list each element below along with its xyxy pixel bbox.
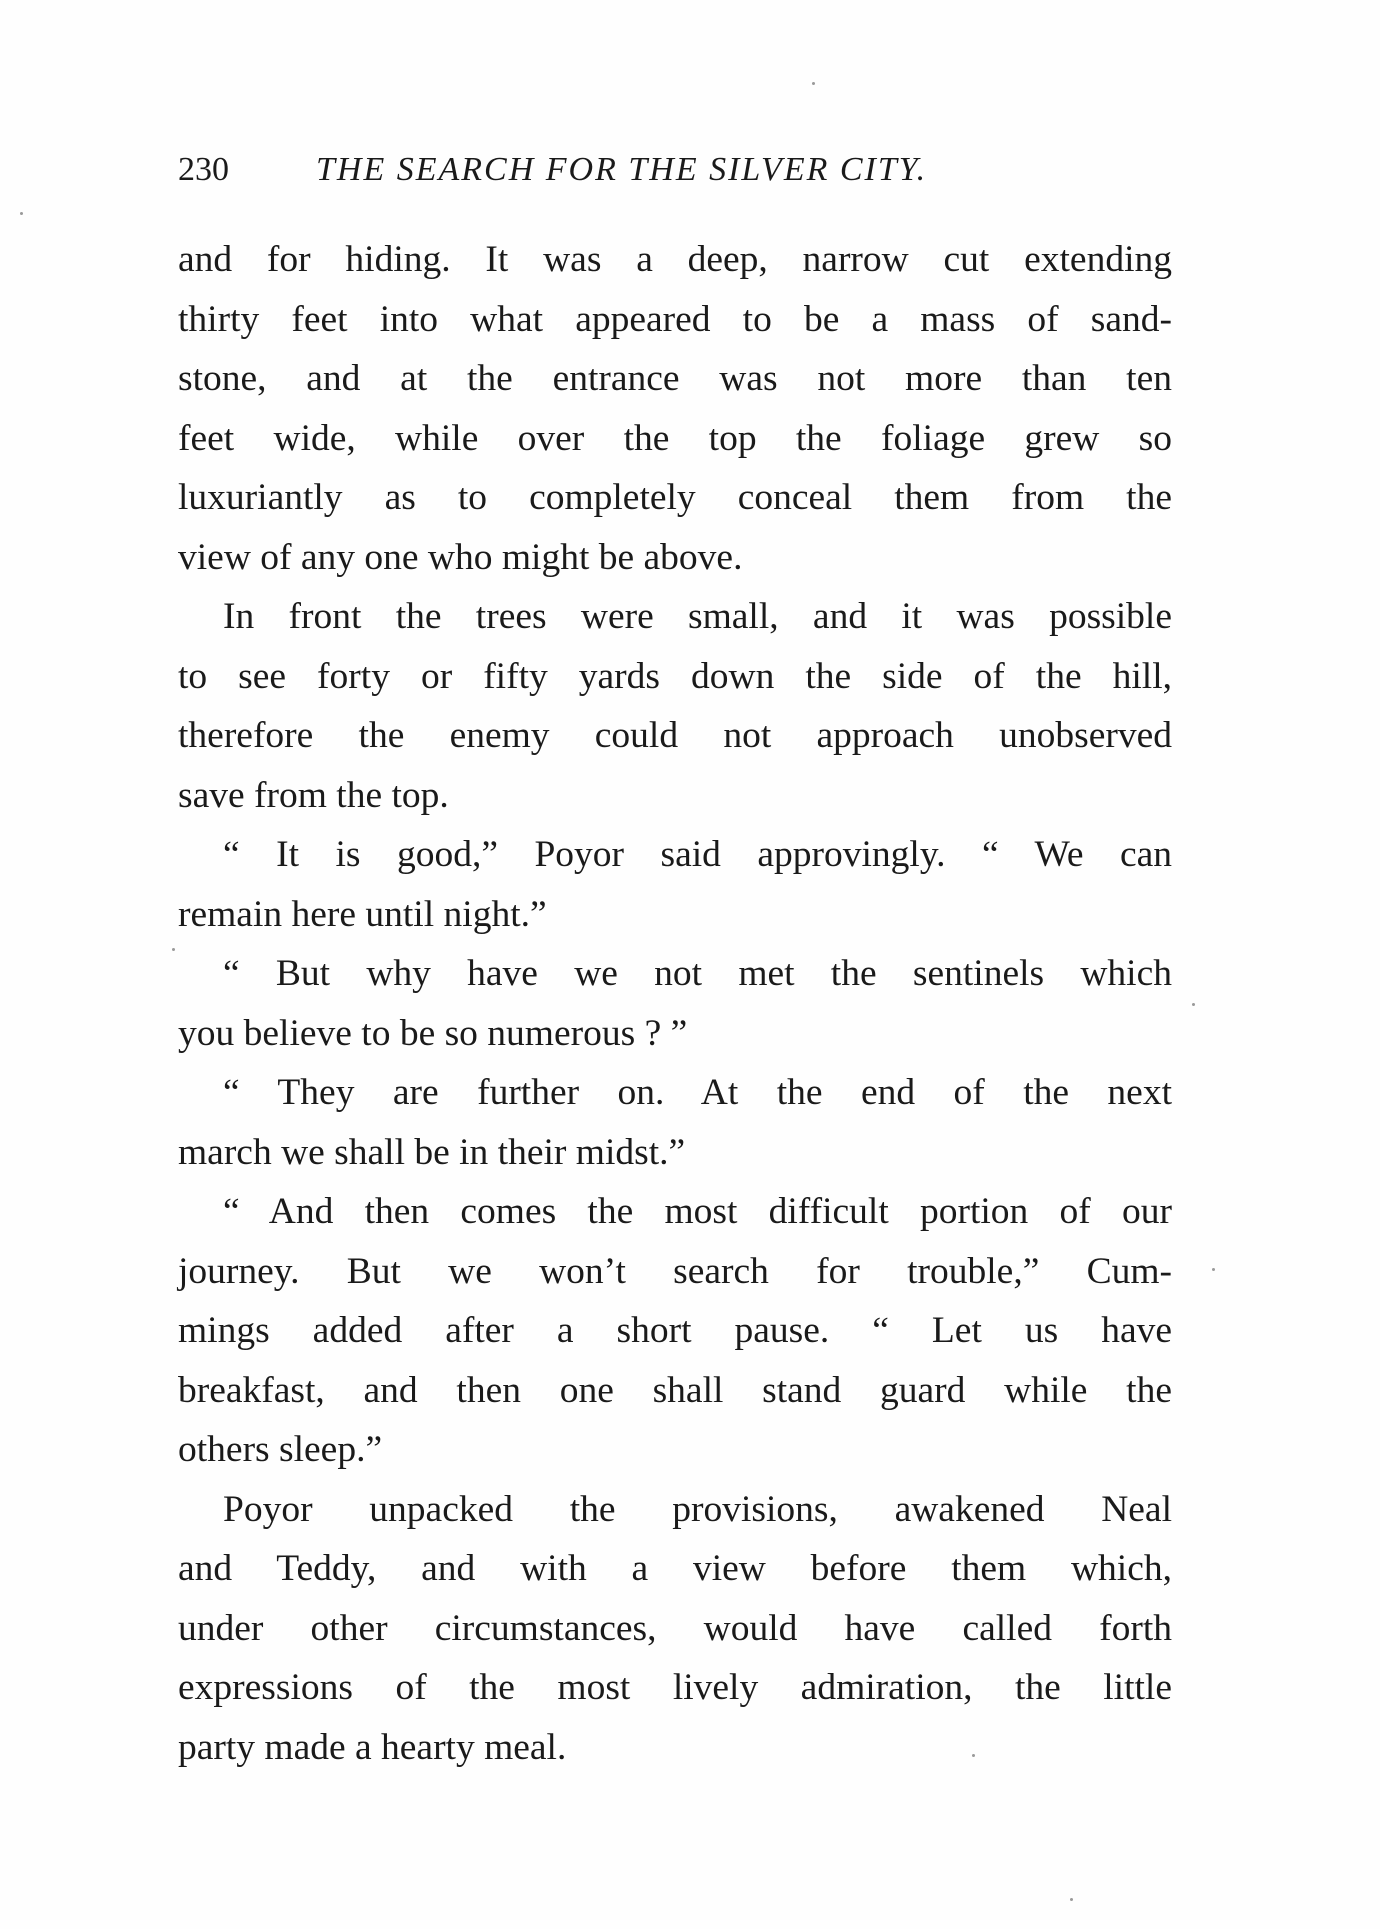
body-text	[178, 230, 1172, 1777]
text-line: and Teddy, and with a view before them which,	[178, 1548, 1172, 1589]
scan-speck	[1212, 1268, 1215, 1271]
text-line: party made a hearty meal.	[178, 1726, 567, 1768]
text-line: feet wide, while over the top the foliage grew so	[178, 417, 1172, 459]
paragraph	[178, 230, 1172, 587]
text-line: and for hiding. It was a deep, narrow cut extending	[178, 239, 1172, 280]
text-line: expressions of the most lively admiration, the little	[178, 1667, 1172, 1708]
text-line: In front the trees were small, and it was possible	[223, 596, 1172, 637]
paragraph	[178, 944, 1172, 1063]
page-number: 230	[178, 151, 229, 188]
text-line: “ And then comes the most difficult portion of our	[223, 1191, 1172, 1232]
text-line: others sleep.”	[178, 1429, 383, 1470]
scan-speck	[1192, 1003, 1195, 1006]
text-line: to see forty or fifty yards down the side of the hill,	[178, 655, 1172, 697]
text-line: “ But why have we not met the sentinels which	[223, 953, 1172, 994]
paragraph	[178, 1182, 1172, 1480]
paragraph	[178, 1480, 1172, 1778]
paragraph	[178, 825, 1172, 944]
text-line: “ They are further on. At the end of the next	[223, 1072, 1172, 1113]
text-line: therefore the enemy could not approach unobserved	[178, 715, 1172, 756]
text-line: march we shall be in their midst.”	[178, 1131, 686, 1173]
scan-speck	[812, 82, 815, 85]
text-line: save from the top.	[178, 774, 449, 816]
running-head	[178, 150, 1178, 190]
text-line: thirty feet into what appeared to be a mass of sand-	[178, 298, 1172, 340]
scan-speck	[20, 212, 23, 215]
text-line: breakfast, and then one shall stand guard while the	[178, 1369, 1172, 1411]
text-line: journey. But we won’t search for trouble,” Cum-	[178, 1250, 1172, 1292]
text-line: stone, and at the entrance was not more than ten	[178, 358, 1172, 399]
text-line: you believe to be so numerous ? ”	[178, 1012, 688, 1054]
text-line: remain here until night.”	[178, 893, 547, 935]
text-line: view of any one who might be above.	[178, 536, 743, 578]
running-title: THE SEARCH FOR THE SILVER CITY.	[316, 151, 928, 188]
text-line: mings added after a short pause. “ Let us have	[178, 1310, 1172, 1351]
text-line: under other circumstances, would have called forth	[178, 1607, 1172, 1649]
text-line: “ It is good,” Poyor said approvingly. “ We can	[223, 834, 1172, 875]
scan-speck	[172, 948, 175, 951]
text-line: luxuriantly as to completely conceal them from the	[178, 477, 1172, 518]
scan-speck	[972, 1754, 975, 1757]
scan-speck	[1070, 1898, 1073, 1901]
paragraph	[178, 587, 1172, 825]
paragraph	[178, 1063, 1172, 1182]
text-line: Poyor unpacked the provisions, awakened Neal	[223, 1488, 1172, 1530]
